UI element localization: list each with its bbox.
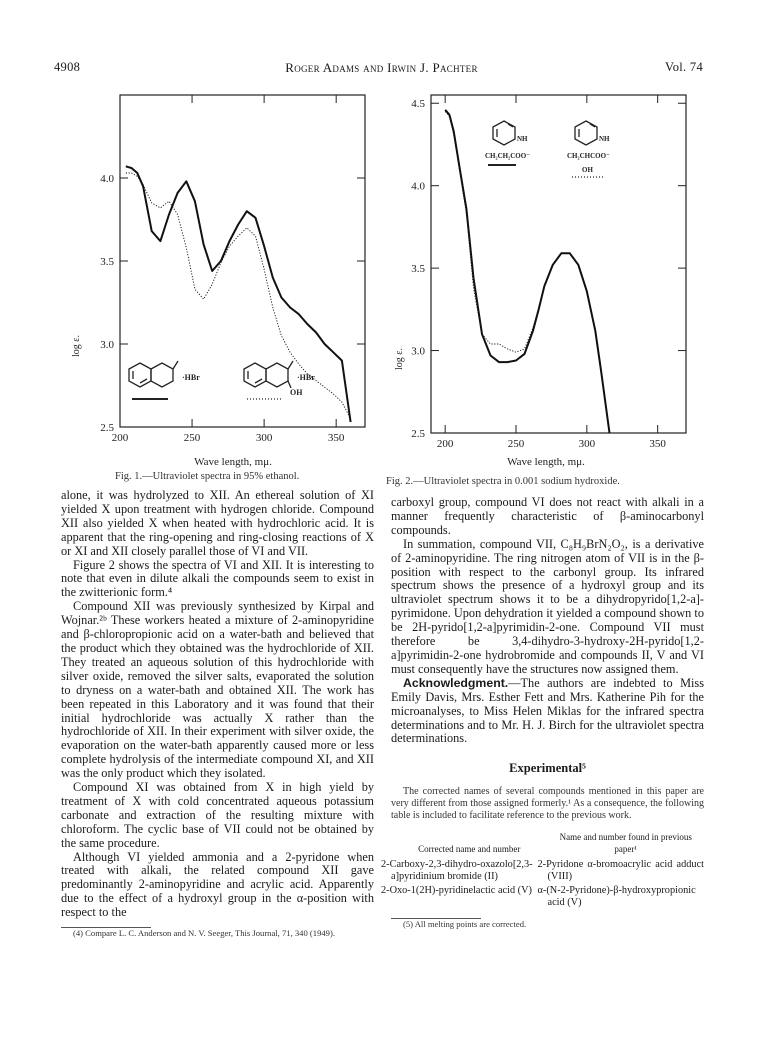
table-cell: 2-Carboxy-2,3-dihydro-oxazolo[2,3-a]pyridinium bromide (II): [381, 859, 533, 883]
x-tick-label: 300: [255, 432, 273, 444]
y-tick-label: 3.0: [411, 345, 425, 358]
left-paragraph-5: Although VI yielded ammonia and a 2-pyridone when treated with alkali, the related compound XII gave predominantly 2-aminopyridine and acrylic acid. Apparently due to the effect of a hydroxyl group in the α-position with respect to the: [61, 849, 374, 920]
table-row: [391, 885, 704, 911]
fig2-ylabel: log ε.: [394, 348, 405, 370]
struct3-nh-label: NH: [517, 135, 528, 143]
figure-2-caption: Fig. 2.—Ultraviolet spectra in 0.001 sodium hydroxide.: [386, 476, 620, 487]
y-tick-label: 4.0: [100, 173, 114, 185]
left-paragraph-4: Compound XI was obtained from X in high yield by treatment of X with cold concentrated aqueous potassium carbonate and extraction of the resulting mixture with chloroform. The cyclic base of VII could not be obtained by the same procedure.: [61, 780, 374, 850]
acknowledgment-body: —The authors are indebted to Miss Emily Davis, Mrs. Esther Fett and Mrs. Katherine Pih for the microanalyses, to Miss Helen Miklas for the infrared spectra determinations and to Mr. H. J. Birch for the ultraviolet spectra determinations.: [391, 675, 704, 746]
table-cell: 2-Pyridone α-bromoacrylic acid adduct (VIII): [537, 859, 704, 883]
x-tick-label: 250: [507, 438, 525, 450]
footnote-5: (5) All melting points are corrected.: [403, 919, 527, 930]
plot-frame: [431, 95, 686, 433]
fig1-xlabel: Wave length, mμ.: [194, 456, 272, 468]
y-tick-label: 3.5: [100, 256, 114, 268]
fig2-xlabel: Wave length, mμ.: [507, 456, 585, 468]
struct2-hbr-label: ·HBr: [297, 373, 315, 382]
y-tick-label: 3.0: [100, 339, 114, 351]
x-tick-label: 200: [436, 438, 454, 450]
x-tick-label: 350: [649, 438, 666, 450]
volume-label: Vol. 74: [665, 60, 703, 74]
y-tick-label: 4.5: [411, 98, 425, 111]
struct2-oh-label: OH: [290, 388, 303, 397]
right-paragraph-1: carboxyl group, compound VI does not react with alkali in a manner frequently characteristic of β-aminocarbonyl compounds.: [391, 495, 704, 537]
left-paragraph-2: Figure 2 shows the spectra of VI and XII. It is interesting to note that even in dilute alkali the compounds seem to exist in the zwitterionic form.⁴: [61, 557, 374, 600]
running-head-authors: Roger Adams and Irwin J. Pachter: [285, 60, 478, 75]
table-row: [391, 859, 704, 885]
x-tick-label: 250: [183, 432, 201, 444]
names-table-head-right: Name and number found in previous paper¹: [559, 832, 692, 855]
x-tick-label: 200: [111, 432, 129, 444]
table-cell: α-(N-2-Pyridone)-β-hydroxypropionic acid (V): [537, 885, 696, 909]
names-table-head-left: Corrected name and number: [418, 844, 521, 855]
struct4-nh-label: NH: [599, 135, 610, 143]
struct3-chain-label: CH₂CH₂COO⁻: [485, 152, 530, 160]
x-tick-label: 300: [578, 438, 596, 450]
figure-1-caption: Fig. 1.—Ultraviolet spectra in 95% ethanol.: [115, 471, 300, 482]
y-tick-label: 2.5: [100, 422, 114, 434]
y-tick-label: 4.0: [411, 180, 425, 193]
x-tick-label: 350: [327, 432, 345, 444]
plot-frame: [120, 95, 365, 427]
names-table: [381, 830, 704, 911]
left-paragraph-1: alone, it was hydrolyzed to XII. An ethereal solution of XI yielded X upon treatment with hydrogen chloride. Compound XII also yielded X when heated with hydrochloric acid. It is apparent that the ring-opening and ring-closing reactions of X or XI and XII closely parallel those of VI and VII.: [61, 488, 374, 558]
y-tick-label: 2.5: [411, 428, 425, 440]
fig1-ylabel: log ε.: [71, 335, 82, 357]
right-paragraph-2: In summation, compound VII, C₈H₉BrN₂O₂, is a derivative of 2-aminopyridine. The ring nitrogen atom of VII is in the β-position with respect to the carbonyl group. Its infrared spectrum shows the presence of a hydroxyl group and its ultraviolet spectrum shows it to be a dihydropyrido[1,2-a]-pyrimidone. Upon dehydration it yielded a compound shown to be 2H-pyrido[1,2-a]pyrimidin-2-one. Compound VII must therefore be 3,4-dihydro-3-hydroxy-2H-pyrido[1,2-a]pyrimidin-2-one hydrobromide and compounds II, V and VI must consequently have the structures now assigned them.: [391, 536, 704, 676]
footnote-4: (4) Compare L. C. Anderson and N. V. Seeger, This Journal, 71, 340 (1949).: [73, 928, 335, 939]
struct4-chain-label: CH₂CHCOO⁻: [567, 152, 610, 160]
f1-series-solid-line: [126, 166, 351, 422]
left-paragraph-3: Compound XII was previously synthesized by Kirpal and Wojnar.²ᵇ These workers heated a mixture of 2-aminopyridine and β-chloropropionic acid on a water-bath and believed that the product which they obtained was the hydrochloride of XII. They treated an aqueous solution of this hydrochloride with silver oxide, removed the silver salts, evaporated the solution to dryness on a water-bath and obtained XII. The work has been repeated in this Laboratory and it was found that their initial hydrochloride was actually X rather than the hydrochloride of XII. In their experiment with silver oxide, the evaporation on the water-bath apparently caused more or less complete hydrolysis of the intermediate compound XI, and XII was the only product which they isolated.: [61, 599, 374, 781]
page-number: 4908: [54, 60, 81, 74]
acknowledgment: [391, 677, 704, 747]
acknowledgment-heading: Acknowledgment.: [403, 675, 509, 690]
figure-1-chart: [70, 85, 370, 470]
struct4-oh-label: OH: [582, 166, 593, 174]
table-cell: 2-Oxo-1(2H)-pyridinelactic acid (V): [381, 885, 532, 897]
right-column: [381, 495, 704, 930]
experimental-intro: The corrected names of several compounds mentioned in this paper are very different from those assigned formerly.¹ As a consequence, the following table is included to facilitate reference to the previous work.: [391, 786, 704, 822]
f1-series-dotted-line: [126, 173, 351, 419]
figure-2-chart: [386, 85, 696, 470]
experimental-heading: Experimental⁵: [509, 761, 586, 776]
left-column: [61, 489, 374, 939]
figure-1-structures: [129, 361, 293, 399]
y-tick-label: 3.5: [411, 263, 425, 276]
struct1-hbr-label: ·HBr: [182, 373, 200, 382]
